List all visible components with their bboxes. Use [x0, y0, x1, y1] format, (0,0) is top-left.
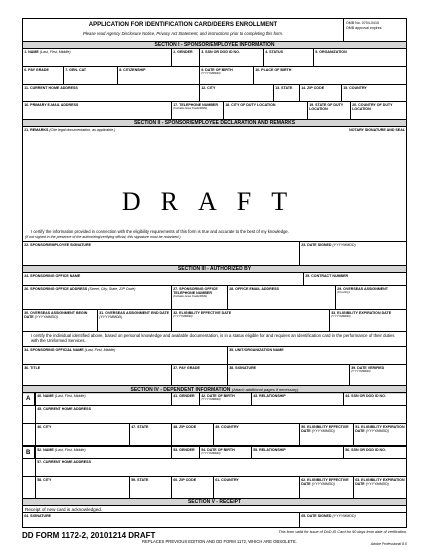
label-dep-a-zip: 48. ZIP CODE	[173, 424, 197, 429]
section-3-heading: SECTION III - AUTHORIZED BY	[23, 265, 406, 273]
label-dep-b-address: 57. CURRENT HOME ADDRESS	[37, 459, 91, 464]
field-sponsoring-office[interactable]	[23, 273, 303, 285]
label-duty-city: 18. CITY OF DUTY LOCATION	[225, 102, 276, 107]
field-dep-b-ssn[interactable]	[343, 447, 408, 458]
section-1-heading: SECTION I - SPONSOR/EMPLOYEE INFORMATION	[23, 41, 406, 49]
label-zip: 14. ZIP CODE	[301, 85, 325, 90]
label-duty-state: 19. STATE OF DUTY LOCATION	[309, 102, 344, 111]
label-place-of-birth: 10. PLACE OF BIRTH	[255, 67, 292, 72]
s3-row-5	[23, 364, 406, 385]
replaces-note: REPLACES PREVIOUS EDITION AND DD FORM 1172, WHICH ARE OBSOLETE.	[142, 539, 297, 544]
hint-overseas-begin: (YYYYMMDD)	[34, 315, 58, 319]
software-note: Adobe Professional 8.0	[370, 542, 407, 546]
s5-signature-row	[23, 512, 406, 528]
s3-row-3	[23, 309, 406, 331]
field-dep-a-relationship[interactable]	[251, 393, 343, 405]
field-dep-b-exp[interactable]	[353, 477, 408, 498]
label-receipt-date: 65. DATE SIGNED	[301, 513, 332, 518]
field-official-signature[interactable]	[227, 365, 349, 385]
field-home-address[interactable]	[23, 85, 199, 101]
field-gen-cat[interactable]	[63, 67, 117, 84]
hint-eligibility-effective: (YYYYMMDD)	[173, 314, 193, 318]
field-place-of-birth[interactable]	[253, 67, 408, 84]
label-office-telephone: 27. SPONSORING OFFICE TELEPHONE NUMBER	[173, 286, 218, 295]
label-office-address: 26. SPONSORING OFFICE ADDRESS	[24, 286, 88, 291]
field-dep-a-state[interactable]	[129, 424, 171, 445]
field-eligibility-effective[interactable]	[171, 310, 329, 331]
omb-expires: OMB approval expires	[346, 26, 382, 30]
label-organization: 5. ORGANIZATION	[315, 49, 347, 54]
s1-row-4	[23, 101, 406, 119]
label-dep-a-exp: 51. ELIGIBILITY EXPIRATION DATE	[355, 424, 405, 433]
dep-b-letter-cell	[23, 447, 35, 458]
s3-certify-row	[23, 331, 406, 346]
field-overseas-begin[interactable]	[23, 310, 97, 331]
field-dep-a-city[interactable]	[35, 424, 129, 445]
hint-dep-a-name: (Last, First, Middle)	[54, 393, 86, 398]
certification-note: (If not signed in the presence of the authorizing/verifying official, this signature must be notarized.)	[25, 235, 181, 239]
label-dep-a-ssn: 44. SSN OR DOD ID NO.	[345, 393, 386, 398]
label-state: 13. STATE	[275, 85, 293, 90]
label-email: 16. PRIMARY E-MAIL ADDRESS	[24, 102, 79, 107]
form-footer	[22, 530, 407, 550]
label-gen-cat: 7. GEN. CAT	[65, 67, 87, 72]
dep-b-letter: B	[26, 450, 31, 456]
label-official-name: 34. SPONSORING OFFICIAL NAME	[24, 347, 84, 352]
field-city[interactable]	[199, 85, 273, 101]
hint-dep-b-exp: (YYYYMMDD)	[365, 482, 389, 486]
field-dep-a-country[interactable]	[213, 424, 299, 445]
sponsor-certification: I certify the information provided in connection with the eligibility requirements of this form is true and accurate to the best of my knowledge.	[31, 229, 289, 234]
field-duty-state[interactable]	[307, 102, 350, 119]
field-dep-a-ssn[interactable]	[343, 393, 408, 405]
label-dep-a-relationship: 43. RELATIONSHIP	[253, 393, 286, 398]
label-dep-b-name: 52. NAME	[37, 447, 54, 452]
label-duty-country: 20. COUNTRY OF DUTY LOCATION	[352, 102, 393, 111]
label-pay-grade: 6. PAY GRADE	[24, 67, 49, 72]
label-dep-a-dob: 42. DATE OF BIRTH	[201, 393, 235, 398]
field-overseas-end[interactable]	[97, 310, 171, 331]
label-telephone: 17. TELEPHONE NUMBER	[173, 102, 218, 107]
field-organization[interactable]	[313, 49, 408, 66]
field-dep-b-dob[interactable]	[199, 447, 251, 458]
field-dep-a-eff[interactable]	[299, 424, 353, 445]
section-4-hint: (Attach additional pages if necessary)	[231, 387, 299, 392]
field-official-pay-grade[interactable]	[171, 365, 227, 385]
field-duty-country[interactable]	[350, 102, 408, 119]
hint-dep-a-eff: (YYYYMMDD)	[311, 429, 335, 433]
field-dep-b-country[interactable]	[213, 477, 299, 498]
s3-row-2	[23, 285, 406, 309]
label-home-address: 11. CURRENT HOME ADDRESS	[24, 85, 78, 90]
form-id: DD FORM 1172-2, 20101214 DRAFT	[22, 531, 156, 540]
label-overseas-assignment: 29. OVERSEAS ASSIGNMENT	[337, 286, 388, 291]
hint-official-name: (Last, First, Middle)	[84, 347, 116, 352]
validity-note: This form valid for issue of DoD ID Card for 90 days from date of verification.	[278, 530, 407, 534]
field-official-name[interactable]	[23, 347, 227, 364]
field-gender[interactable]	[171, 49, 199, 66]
label-dep-b-city: 58. CITY	[37, 477, 52, 482]
dep-a-letter: A	[26, 396, 31, 402]
field-date-signed[interactable]	[299, 242, 408, 265]
label-dep-a-address: 45. CURRENT HOME ADDRESS	[37, 406, 91, 411]
label-name: 1. NAME	[24, 49, 39, 54]
label-dep-b-zip: 60. ZIP CODE	[173, 477, 197, 482]
field-dob[interactable]	[199, 67, 253, 84]
field-unit-name[interactable]	[227, 347, 408, 364]
label-eligibility-expiration: 33. ELIGIBILITY EXPIRATION DATE	[331, 310, 392, 315]
field-dep-b-eff[interactable]	[299, 477, 353, 498]
label-dep-b-state: 59. STATE	[131, 477, 149, 482]
dep-a-letter-cell	[23, 393, 35, 405]
hint-dep-a-dob: (YYYYMMDD)	[201, 397, 221, 401]
receipt-text: Receipt of new card is acknowledged.	[25, 506, 103, 512]
field-sponsor-signature[interactable]	[23, 242, 299, 265]
label-unit-name: 35. UNIT/ORGANIZATION NAME	[229, 347, 284, 352]
hint-overseas-assignment: (Country)	[337, 290, 350, 294]
field-office-telephone[interactable]	[171, 286, 227, 309]
label-dep-b-eff: 62. ELIGIBILITY EFFECTIVE DATE	[301, 477, 349, 486]
draft-watermark: DRAFT	[121, 187, 308, 216]
form-title-block	[23, 19, 343, 41]
label-dep-b-dob: 54. DATE OF BIRTH	[201, 447, 235, 452]
s1-row-3	[23, 84, 406, 101]
field-date-verified[interactable]	[349, 365, 408, 385]
hint-office-address: (Street, City, State, ZIP Code)	[88, 286, 136, 291]
hint-telephone: (Include Area Code/DSN)	[173, 106, 208, 110]
hint-name: (Last, First, Middle)	[39, 49, 71, 54]
field-office-email[interactable]	[227, 286, 335, 309]
label-dep-b-exp: 63. ELIGIBILITY EXPIRATION DATE	[355, 477, 405, 486]
s1-row-2	[23, 66, 406, 84]
label-office-email: 28. OFFICE EMAIL ADDRESS	[229, 286, 279, 291]
field-dep-a-dob[interactable]	[199, 393, 251, 405]
label-official-signature: 38. SIGNATURE	[229, 365, 257, 370]
hint-eligibility-expiration: (YYYYMMDD)	[331, 314, 351, 318]
label-overseas-end: 31. OVERSEAS ASSIGNMENT END DATE	[99, 310, 170, 315]
label-contract-number: 25. CONTRACT NUMBER	[305, 273, 349, 278]
omb-number: OMB No. 0704-0415	[346, 21, 379, 25]
label-dob: 9. DATE OF BIRTH	[201, 67, 233, 72]
hint-overseas-end: (YYYYMMDD)	[99, 315, 123, 319]
label-dep-a-name: 40. NAME	[37, 393, 54, 398]
label-receipt-signature: 64. SIGNATURE	[24, 513, 52, 518]
field-ssn[interactable]	[199, 49, 263, 66]
label-dep-a-city: 46. CITY	[37, 424, 52, 429]
label-date-signed: 23. DATE SIGNED	[301, 242, 332, 247]
field-dep-b-zip[interactable]	[171, 477, 213, 498]
s2-signature-row	[23, 241, 406, 265]
label-city: 12. CITY	[201, 85, 216, 90]
hint-receipt-date: (YYYYMMDD)	[332, 513, 356, 518]
hint-dep-b-name: (Last, First, Middle)	[54, 447, 86, 452]
hint-dep-b-eff: (YYYYMMDD)	[311, 482, 335, 486]
field-dep-b-address[interactable]	[35, 459, 408, 476]
label-remarks: 21. REMARKS	[24, 127, 49, 132]
field-dep-b-gender[interactable]	[171, 447, 199, 458]
dep-a-row-1	[23, 392, 406, 405]
label-dep-b-country: 61. COUNTRY	[215, 477, 239, 482]
s5-receipt-row	[23, 505, 406, 512]
field-pay-grade[interactable]	[23, 67, 63, 84]
field-dep-a-address[interactable]	[35, 406, 408, 423]
label-official-pay-grade: 37. PAY GRADE	[173, 365, 200, 370]
field-dep-a-name[interactable]	[35, 393, 171, 405]
label-date-verified: 39. DATE VERIFIED	[351, 365, 385, 370]
label-dep-b-gender: 53. GENDER	[173, 447, 195, 452]
field-name[interactable]	[23, 49, 171, 66]
omb-block	[343, 19, 408, 41]
field-email[interactable]	[23, 102, 171, 119]
field-dep-a-gender[interactable]	[171, 393, 199, 405]
label-notary: NOTARY SIGNATURE AND SEAL	[349, 127, 405, 132]
field-receipt-signature[interactable]	[23, 513, 299, 528]
field-overseas-assignment[interactable]	[335, 286, 408, 309]
dep-b-row-2	[23, 458, 406, 476]
field-dep-a-zip[interactable]	[171, 424, 213, 445]
label-dep-a-state: 47. STATE	[131, 424, 149, 429]
field-dep-b-relationship[interactable]	[251, 447, 343, 458]
label-sponsoring-office: 24. SPONSORING OFFICE NAME	[24, 273, 81, 278]
s3-row-4	[23, 346, 406, 364]
label-country: 15. COUNTRY	[343, 85, 367, 90]
hint-remarks: (Cite legal documentation, as applicable.)	[49, 127, 116, 132]
hint-dep-a-exp: (YYYYMMDD)	[365, 429, 389, 433]
label-dep-a-gender: 41. GENDER	[173, 393, 195, 398]
field-country[interactable]	[341, 85, 408, 101]
label-status: 4. STATUS	[265, 49, 284, 54]
hint-office-telephone: (Include Area Code/DSN)	[173, 294, 208, 299]
form-page	[22, 18, 407, 528]
field-dep-b-name[interactable]	[35, 447, 171, 458]
s1-row-1	[23, 48, 406, 66]
label-eligibility-effective: 32. ELIGIBILITY EFFECTIVE DATE	[173, 310, 232, 315]
field-dep-b-city[interactable]	[35, 477, 129, 498]
dep-b-row-1	[23, 445, 406, 458]
field-state[interactable]	[273, 85, 299, 101]
label-dep-b-relationship: 55. RELATIONSHIP	[253, 447, 286, 452]
field-zip[interactable]	[299, 85, 341, 101]
field-title[interactable]	[23, 365, 171, 385]
label-dep-a-country: 49. COUNTRY	[215, 424, 239, 429]
hint-dep-b-dob: (YYYYMMDD)	[201, 451, 221, 455]
field-dep-b-state[interactable]	[129, 477, 171, 498]
section-2-heading: SECTION II - SPONSOR/EMPLOYEE DECLARATION AND REMARKS	[23, 119, 406, 127]
label-sponsor-signature: 22. SPONSOR/EMPLOYEE SIGNATURE	[24, 242, 92, 247]
label-dep-a-eff: 50. ELIGIBILITY EFFECTIVE DATE	[301, 424, 349, 433]
label-gender: 2. GENDER	[173, 49, 193, 54]
field-status[interactable]	[263, 49, 313, 66]
field-dep-a-exp[interactable]	[353, 424, 408, 445]
section-5-heading: SECTION V - RECEIPT	[23, 498, 406, 506]
s3-row-1	[23, 272, 406, 285]
form-subtitle: Please read Agency Disclosure Notice, Privacy Act Statement, and instructions prior to completing this form.	[82, 31, 284, 36]
section-4-title: SECTION IV - DEPENDENT INFORMATION	[130, 387, 231, 393]
field-contract-number[interactable]	[303, 273, 408, 285]
dep-a-row-3	[23, 423, 406, 445]
dep-b-row-3	[23, 476, 406, 498]
hint-date-signed: (YYYYMMDD)	[332, 242, 356, 247]
field-eligibility-expiration[interactable]	[329, 310, 408, 331]
label-overseas-begin: 30. OVERSEAS ASSIGNMENT BEGIN DATE	[24, 310, 88, 319]
hint-date-verified: (YYYYMMDD)	[351, 369, 371, 373]
form-title: APPLICATION FOR IDENTIFICATION CARD/DEERS ENROLLMENT	[88, 22, 278, 28]
dep-a-row-2	[23, 405, 406, 423]
label-title: 36. TITLE	[24, 365, 41, 370]
label-dep-b-ssn: 56. SSN OR DOD ID NO.	[345, 447, 386, 452]
label-citizenship: 8. CITIZENSHIP	[119, 67, 146, 72]
official-certification: I certify the individual identified above, based on personal knowledge and available documentation, is in a status eligible for and requires an identification card in the performance of their duties with the Uniformed Services.	[31, 333, 395, 343]
field-duty-city[interactable]	[223, 102, 307, 119]
field-citizenship[interactable]	[117, 67, 199, 84]
label-ssn: 3. SSN OR DOD ID NO.	[201, 49, 240, 54]
field-receipt-date[interactable]	[299, 513, 408, 528]
hint-dob: (YYYYMMDD)	[201, 71, 221, 75]
field-telephone[interactable]	[171, 102, 223, 119]
field-office-address[interactable]	[23, 286, 171, 309]
